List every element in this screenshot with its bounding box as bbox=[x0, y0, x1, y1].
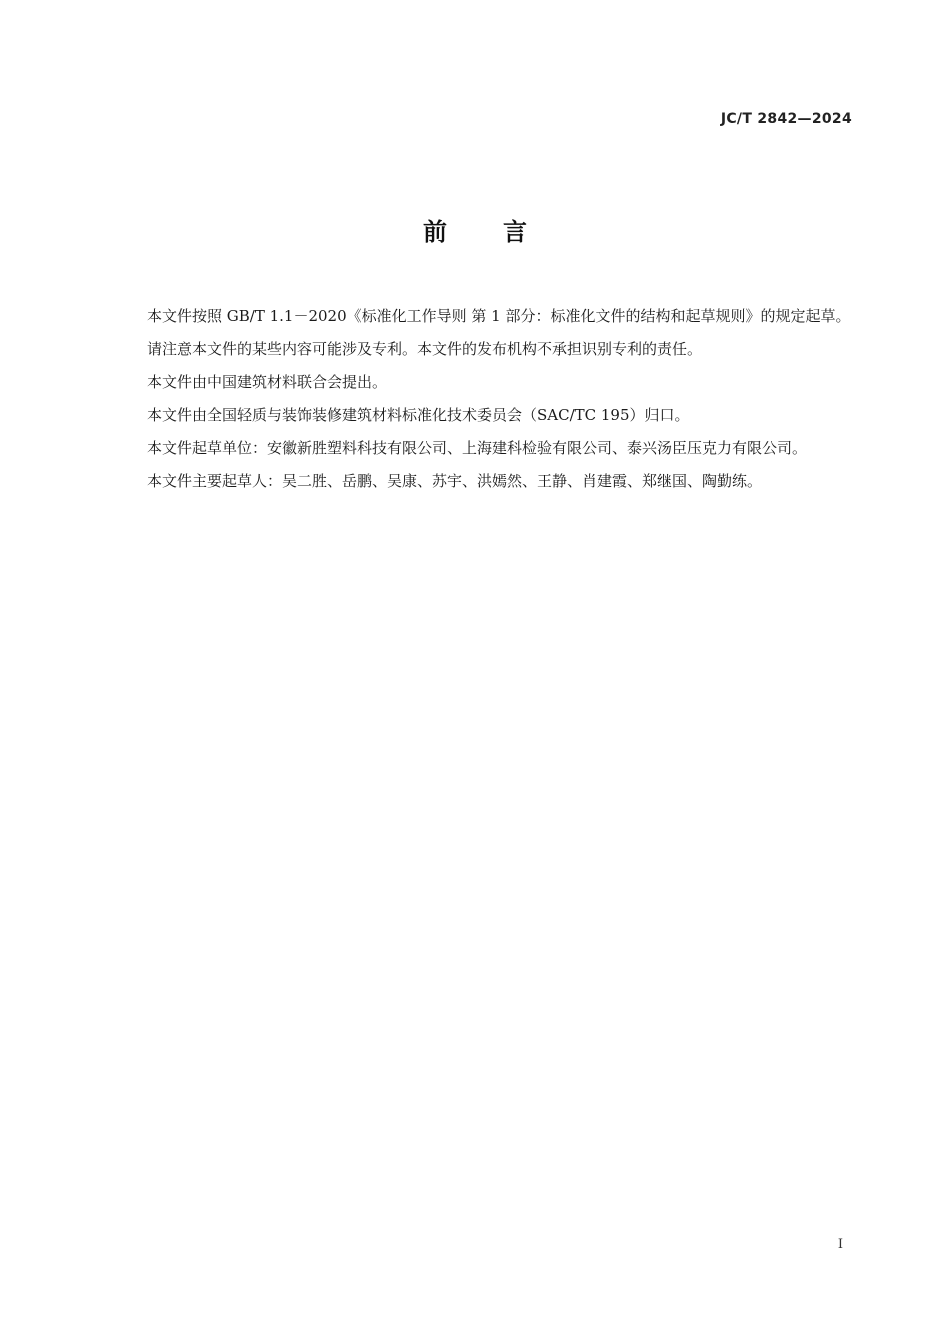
paragraph-drafting-rules: 本文件按照 GB/T 1.1－2020《标准化工作导则 第 1 部分：标准化文件的结构和起草规则》的规定起草。 bbox=[147, 307, 851, 325]
standard-code: JC/T 2842—2024 bbox=[720, 111, 852, 127]
paragraph-drafting-units: 本文件起草单位：安徽新胜塑料科技有限公司、上海建科检验有限公司、泰兴汤臣压克力有限公司。 bbox=[147, 439, 808, 457]
paragraph-committee: 本文件由全国轻质与装饰装修建筑材料标准化技术委员会（SAC/TC 195）归口。 bbox=[147, 406, 690, 424]
foreword-body bbox=[113, 300, 861, 497]
page-number: I bbox=[837, 1237, 843, 1252]
paragraph-drafters: 本文件主要起草人：吴二胜、岳鹏、吴康、苏宇、洪嫣然、王静、肖建霞、郑继国、陶勤练。 bbox=[147, 472, 763, 490]
paragraph-patent-notice: 请注意本文件的某些内容可能涉及专利。本文件的发布机构不承担识别专利的责任。 bbox=[147, 340, 703, 358]
paragraph-proposer: 本文件由中国建筑材料联合会提出。 bbox=[147, 373, 388, 391]
page-title: 前言 bbox=[423, 218, 583, 246]
